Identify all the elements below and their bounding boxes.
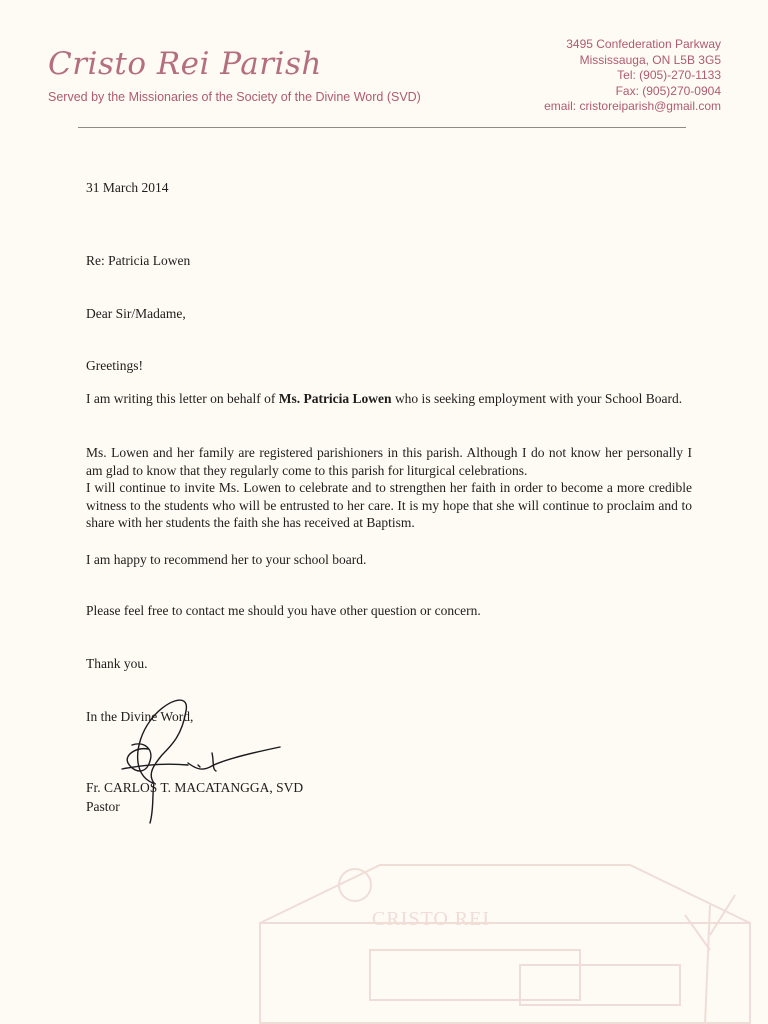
- signer-name: Fr. CARLOS T. MACATANGGA, SVD: [86, 780, 304, 795]
- watermark-text: CRISTO REI: [372, 908, 490, 930]
- header-divider: [78, 127, 686, 128]
- contact-invitation: Please feel free to contact me should you have other question or concern.: [86, 603, 481, 618]
- email: email: cristoreiparish@gmail.com: [544, 99, 721, 113]
- telephone: Tel: (905)-270-1133: [617, 68, 721, 82]
- intro-text-end: who is seeking employment with your School Board.: [391, 391, 683, 406]
- paragraph-intro: [86, 390, 692, 408]
- parish-tagline: Served by the Missionaries of the Society of the Divine Word (SVD): [48, 90, 421, 104]
- intro-text-start: I am writing this letter on behalf of: [86, 391, 279, 406]
- fax: Fax: (905)270-0904: [615, 83, 721, 98]
- re-line: Re: Patricia Lowen: [86, 253, 191, 268]
- address-line-2: Mississauga, ON L5B 3G5: [579, 52, 721, 67]
- recommendation: I am happy to recommend her to your school board.: [86, 552, 367, 567]
- complimentary-closing: In the Divine Word,: [86, 709, 194, 724]
- parish-logo-script: Cristo Rei Parish: [48, 46, 322, 82]
- contact-block: [544, 37, 721, 115]
- letter-date: 31 March 2014: [86, 180, 169, 195]
- signer-title: Pastor: [86, 799, 120, 814]
- applicant-name: Ms. Patricia Lowen: [278, 391, 392, 406]
- thank-you: Thank you.: [86, 656, 148, 671]
- parishioners-text: Ms. Lowen and her family are registered parishioners in this parish. Although I do not know her personally I am glad to know that they regularly come to this parish for liturgical celebrations.: [86, 445, 692, 478]
- signature-image: [92, 683, 292, 833]
- paragraph-parishioners: [86, 444, 692, 532]
- witness-text: I will continue to invite Ms. Lowen to celebrate and to strengthen her faith in order to become a more credible witness to the students who will be entrusted to her care. It is my hope that she will continue to proclaim and to share with her students the faith she has received at Baptism.: [86, 480, 692, 530]
- greeting: Greetings!: [86, 358, 143, 373]
- church-watermark-image: [250, 855, 768, 1024]
- salutation: Dear Sir/Madame,: [86, 306, 186, 321]
- address-line-1: 3495 Confederation Parkway: [566, 37, 721, 51]
